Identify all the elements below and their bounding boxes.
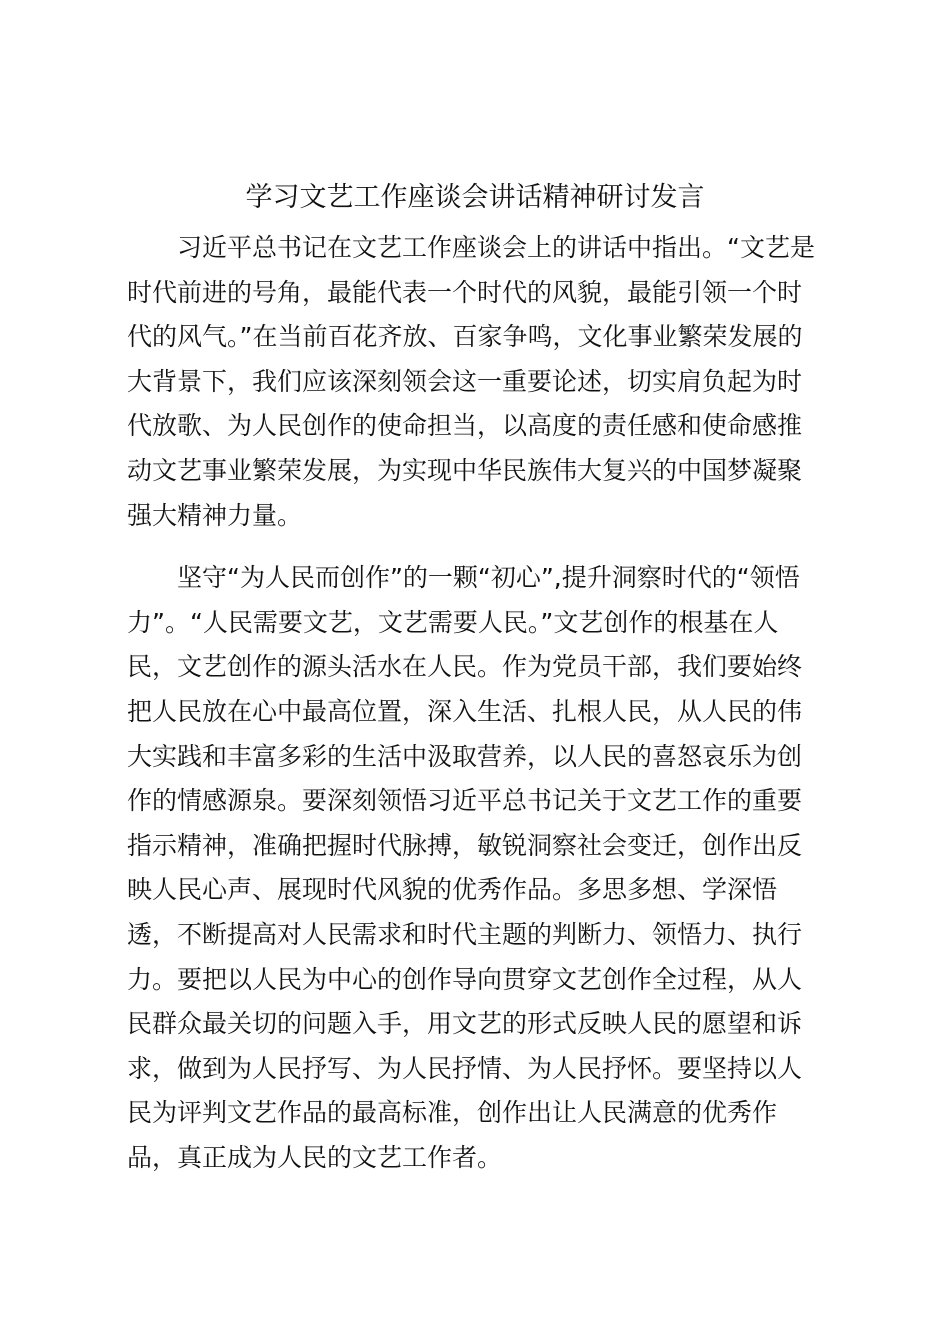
text-line: 把人民放在心中最高位置，深入生活、扎根人民，从人民的伟 [127,696,803,726]
text-line: 力。要把以人民为中心的创作导向贯穿文艺创作全过程，从人 [127,964,803,994]
text-line: 力”。“人民需要文艺，文艺需要人民。”文艺创作的根基在人 [127,607,779,637]
text-line: 透，不断提高对人民需求和时代主题的判断力、领悟力、执行 [127,919,803,949]
text-line: 时代前进的号角，最能代表一个时代的风貌，最能引领一个时 [127,277,803,307]
text-line: 求，做到为人民抒写、为人民抒情、为人民抒怀。要坚持以人 [127,1053,803,1083]
text-line: 强大精神力量。 [127,500,303,530]
text-line: 映人民心声、展现时代风貌的优秀作品。多思多想、学深悟 [127,875,778,905]
paragraph-gap [127,538,832,556]
text-line: 坚守“为人民而创作”的一颗“初心”,提升洞察时代的“领悟 [127,563,800,593]
text-line: 习近平总书记在文艺工作座谈会上的讲话中指出。“文艺是 [127,233,815,262]
paragraph-2 [127,556,832,1180]
text-line: 民，文艺创作的源头活水在人民。作为党员干部，我们要始终 [127,652,803,682]
text-line: 民为评判文艺作品的最高标准，创作出让人民满意的优秀作 [127,1098,778,1128]
document-title: 学习文艺工作座谈会讲话精神研讨发言 [245,182,705,213]
document-body [127,226,832,1180]
text-line: 代的风气。”在当前百花齐放、百家争鸣，文化事业繁荣发展的 [127,322,803,352]
text-line: 指示精神，准确把握时代脉搏，敏锐洞察社会变迁，创作出反 [127,830,803,860]
paragraph-1 [127,226,832,538]
text-line: 品，真正成为人民的文艺工作者。 [127,1142,503,1172]
text-line: 民群众最关切的问题入手，用文艺的形式反映人民的愿望和诉 [127,1009,803,1039]
text-line: 大实践和丰富多彩的生活中汲取营养，以人民的喜怒哀乐为创 [127,741,803,771]
text-line: 代放歌、为人民创作的使命担当，以高度的责任感和使命感推 [127,411,803,441]
text-line: 动文艺事业繁荣发展，为实现中华民族伟大复兴的中国梦凝聚 [127,455,803,485]
text-line: 大背景下，我们应该深刻领会这一重要论述，切实肩负起为时 [127,366,803,396]
text-line: 作的情感源泉。要深刻领悟习近平总书记关于文艺工作的重要 [127,786,803,816]
